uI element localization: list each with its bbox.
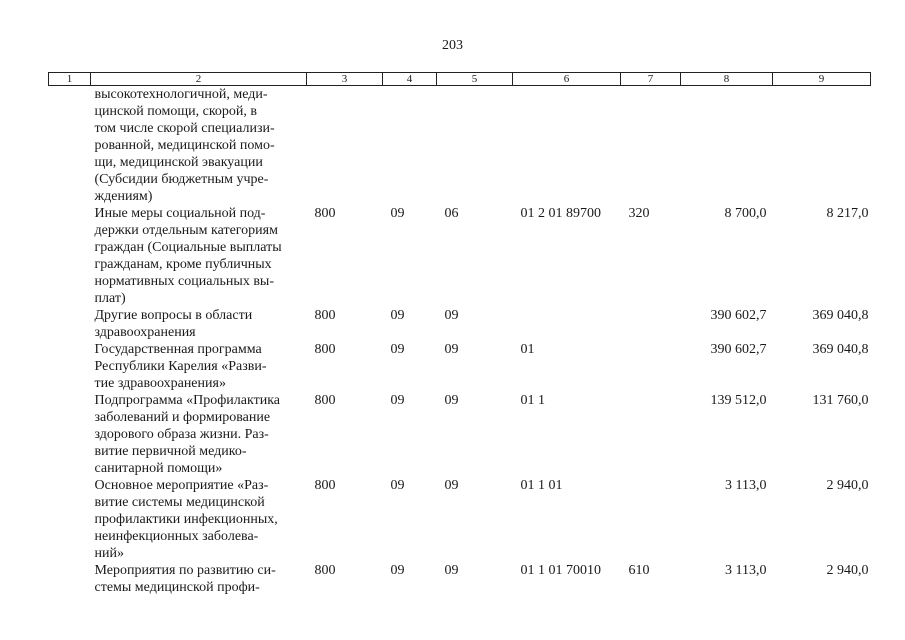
col-6-cell: 01 bbox=[520, 342, 535, 357]
col-3-cell: 800 bbox=[314, 342, 336, 357]
table-row bbox=[49, 341, 871, 392]
col-8-cell: 139 512,0 bbox=[710, 393, 767, 408]
col-6-cell: 01 1 01 70010 bbox=[520, 563, 601, 578]
col-6-cell bbox=[513, 86, 621, 206]
table-row bbox=[49, 205, 871, 307]
table-row bbox=[49, 86, 871, 206]
col-9-cell: 131 760,0 bbox=[812, 393, 869, 408]
col-4-header: 4 bbox=[383, 73, 437, 86]
col-3-cell: 800 bbox=[314, 308, 336, 323]
col-5-cell: 06 bbox=[444, 206, 459, 221]
col-5-cell: 09 bbox=[444, 342, 459, 357]
col-5-cell: 09 bbox=[444, 308, 459, 323]
row-name-cell: Основное мероприятие «Раз- витие системы медицинской профилактики инфекционных, неинфекционных заболева- ний» bbox=[94, 478, 278, 561]
col-3-cell: 800 bbox=[314, 393, 336, 408]
col-1-cell bbox=[49, 341, 91, 392]
col-3-cell: 800 bbox=[314, 563, 336, 578]
col-3-cell: 800 bbox=[314, 478, 336, 493]
budget-table bbox=[48, 72, 871, 596]
col-7-header: 7 bbox=[621, 73, 681, 86]
page-number: 203 bbox=[442, 38, 463, 53]
column-number-header bbox=[49, 73, 871, 86]
col-7-cell: 610 bbox=[628, 563, 650, 578]
col-5-header: 5 bbox=[437, 73, 513, 86]
col-8-cell bbox=[681, 86, 773, 206]
col-6-cell bbox=[513, 307, 621, 341]
table-row bbox=[49, 307, 871, 341]
col-1-cell bbox=[49, 562, 91, 596]
col-1-cell bbox=[49, 392, 91, 477]
col-1-cell bbox=[49, 307, 91, 341]
col-4-cell: 09 bbox=[390, 478, 405, 493]
col-7-cell bbox=[621, 392, 681, 477]
col-3-cell: 800 bbox=[314, 206, 336, 221]
col-8-cell: 3 113,0 bbox=[725, 478, 767, 493]
col-2-header: 2 bbox=[91, 73, 307, 86]
table-body bbox=[49, 86, 871, 597]
col-6-header: 6 bbox=[513, 73, 621, 86]
col-5-cell: 09 bbox=[444, 478, 459, 493]
col-9-header: 9 bbox=[773, 73, 871, 86]
table-row bbox=[49, 562, 871, 596]
col-7-cell bbox=[621, 341, 681, 392]
row-name-cell: высокотехнологичной, меди- цинской помощи, скорой, в том числе скорой специализи- рованной, медицинской помо- щи, медицинской эвакуации (Субсидии бюджетным учре- ждениям) bbox=[94, 87, 275, 204]
row-name-cell: Подпрограмма «Профилактика заболеваний и формирование здорового образа жизни. Раз- витие первичной медико- санитарной помощи» bbox=[94, 393, 281, 476]
col-8-cell: 390 602,7 bbox=[710, 342, 767, 357]
col-7-cell bbox=[621, 307, 681, 341]
col-1-cell bbox=[49, 477, 91, 562]
col-8-cell: 3 113,0 bbox=[725, 563, 767, 578]
row-name-cell: Мероприятия по развитию си- стемы медицинской профи- bbox=[94, 563, 276, 595]
col-4-cell: 09 bbox=[390, 393, 405, 408]
col-1-cell bbox=[49, 86, 91, 206]
col-9-cell: 369 040,8 bbox=[812, 342, 869, 357]
col-7-cell bbox=[621, 477, 681, 562]
col-5-cell: 09 bbox=[444, 393, 459, 408]
col-6-cell: 01 1 01 bbox=[520, 478, 563, 493]
col-9-cell bbox=[773, 86, 871, 206]
row-name-cell: Другие вопросы в области здравоохранения bbox=[94, 308, 253, 340]
col-4-cell: 09 bbox=[390, 342, 405, 357]
col-4-cell: 09 bbox=[390, 206, 405, 221]
col-3-cell bbox=[307, 86, 383, 206]
col-1-cell bbox=[49, 205, 91, 307]
col-3-header: 3 bbox=[307, 73, 383, 86]
row-name-cell: Государственная программа Республики Карелия «Разви- тие здравоохранения» bbox=[94, 342, 267, 391]
col-1-header: 1 bbox=[49, 73, 91, 86]
col-5-cell: 09 bbox=[444, 563, 459, 578]
col-9-cell: 2 940,0 bbox=[826, 563, 869, 578]
col-5-cell bbox=[437, 86, 513, 206]
col-4-cell bbox=[383, 86, 437, 206]
col-4-cell: 09 bbox=[390, 308, 405, 323]
col-6-cell: 01 2 01 89700 bbox=[520, 206, 601, 221]
col-4-cell: 09 bbox=[390, 563, 405, 578]
table-row bbox=[49, 477, 871, 562]
col-9-cell: 369 040,8 bbox=[812, 308, 869, 323]
col-9-cell: 8 217,0 bbox=[826, 206, 869, 221]
table-row bbox=[49, 392, 871, 477]
col-8-cell: 8 700,0 bbox=[724, 206, 767, 221]
col-8-header: 8 bbox=[681, 73, 773, 86]
col-9-cell: 2 940,0 bbox=[826, 478, 869, 493]
col-7-cell bbox=[621, 86, 681, 206]
col-8-cell: 390 602,7 bbox=[710, 308, 767, 323]
row-name-cell: Иные меры социальной под- держки отдельным категориям граждан (Социальные выплаты гражданам, кроме публичных нормативных социальных вы- плат) bbox=[94, 206, 282, 306]
col-6-cell: 01 1 bbox=[520, 393, 545, 408]
col-7-cell: 320 bbox=[628, 206, 650, 221]
